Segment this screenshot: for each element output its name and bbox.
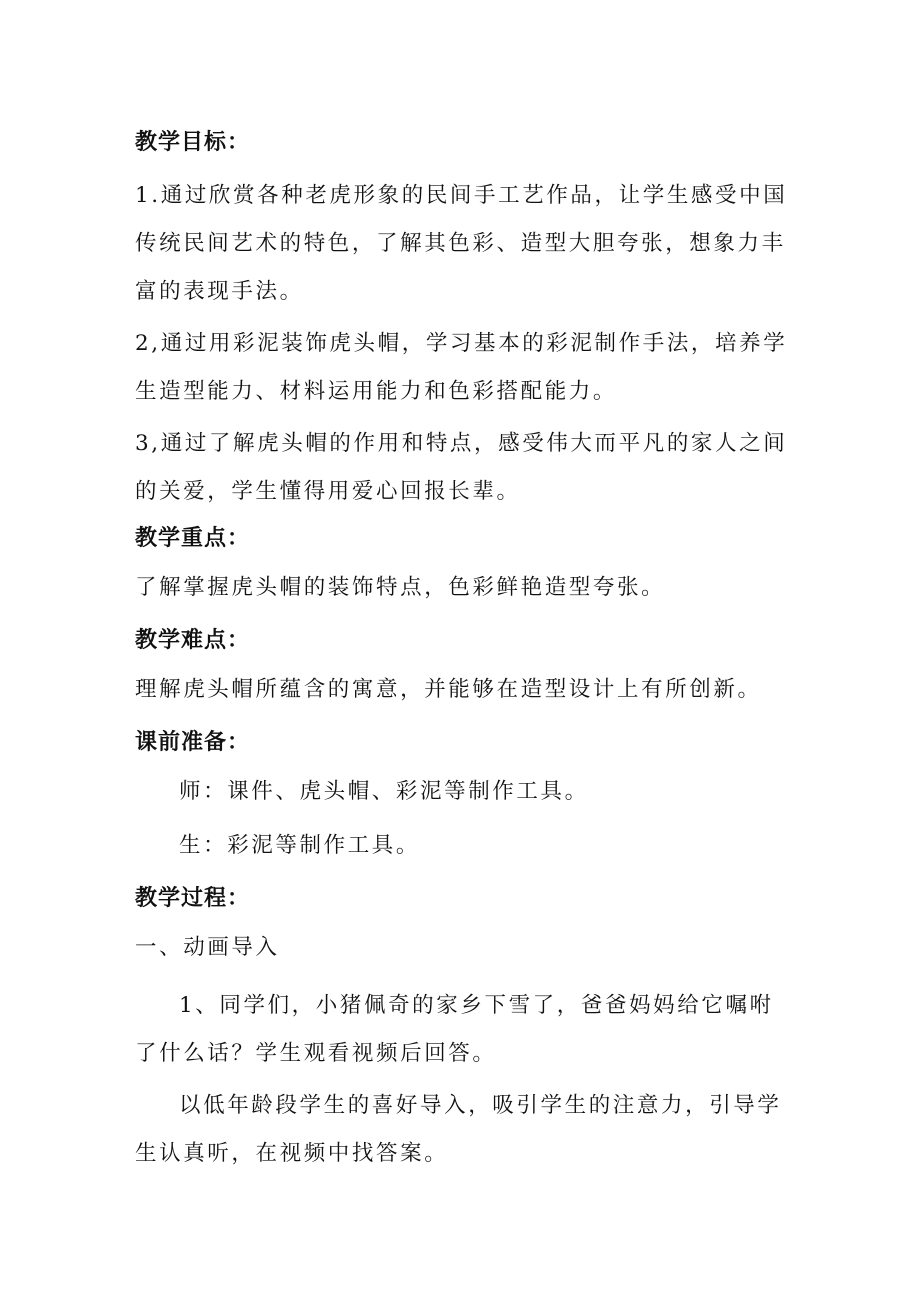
- key-points-text: 了解掌握虎头帽的装饰特点，色彩鲜艳造型夸张。: [135, 575, 666, 600]
- key-points-heading: 教学重点：: [135, 526, 251, 551]
- document-body: [135, 124, 795, 1182]
- objective-item-3: 3,通过了解虎头帽的作用和特点，感受伟大而平凡的家人之间的关爱，学生懂得用爱心回报长辈。: [135, 431, 788, 504]
- process-step-note: 以低年龄段学生的喜好导入，吸引学生的注意力，引导学生认真听，在视频中找答案。: [135, 1093, 782, 1166]
- objective-item-1: 1.通过欣赏各种老虎形象的民间手工艺作品，让学生感受中国传统民间艺术的特色，了解其色彩、造型大胆夸张，想象力丰富的表现手法。: [135, 183, 788, 304]
- objectives-heading: 教学目标：: [135, 130, 251, 155]
- objective-item-2: 2,通过用彩泥装饰虎头帽，学习基本的彩泥制作手法，培养学生造型能力、材料运用能力和色彩搭配能力。: [135, 331, 788, 404]
- preparation-heading: 课前准备：: [135, 730, 251, 755]
- difficulties-heading: 教学难点：: [135, 628, 251, 653]
- process-step-title: 一、动画导入: [135, 935, 280, 960]
- preparation-teacher: 师：课件、虎头帽、彩泥等制作工具。: [179, 779, 589, 804]
- process-heading: 教学过程：: [135, 886, 251, 911]
- preparation-student: 生：彩泥等制作工具。: [179, 833, 421, 858]
- process-step-text: 1、同学们，小猪佩奇的家乡下雪了，爸爸妈妈给它嘱咐了什么话？学生观看视频后回答。: [135, 993, 774, 1066]
- difficulties-text: 理解虎头帽所蕴含的寓意，并能够在造型设计上有所创新。: [135, 677, 762, 702]
